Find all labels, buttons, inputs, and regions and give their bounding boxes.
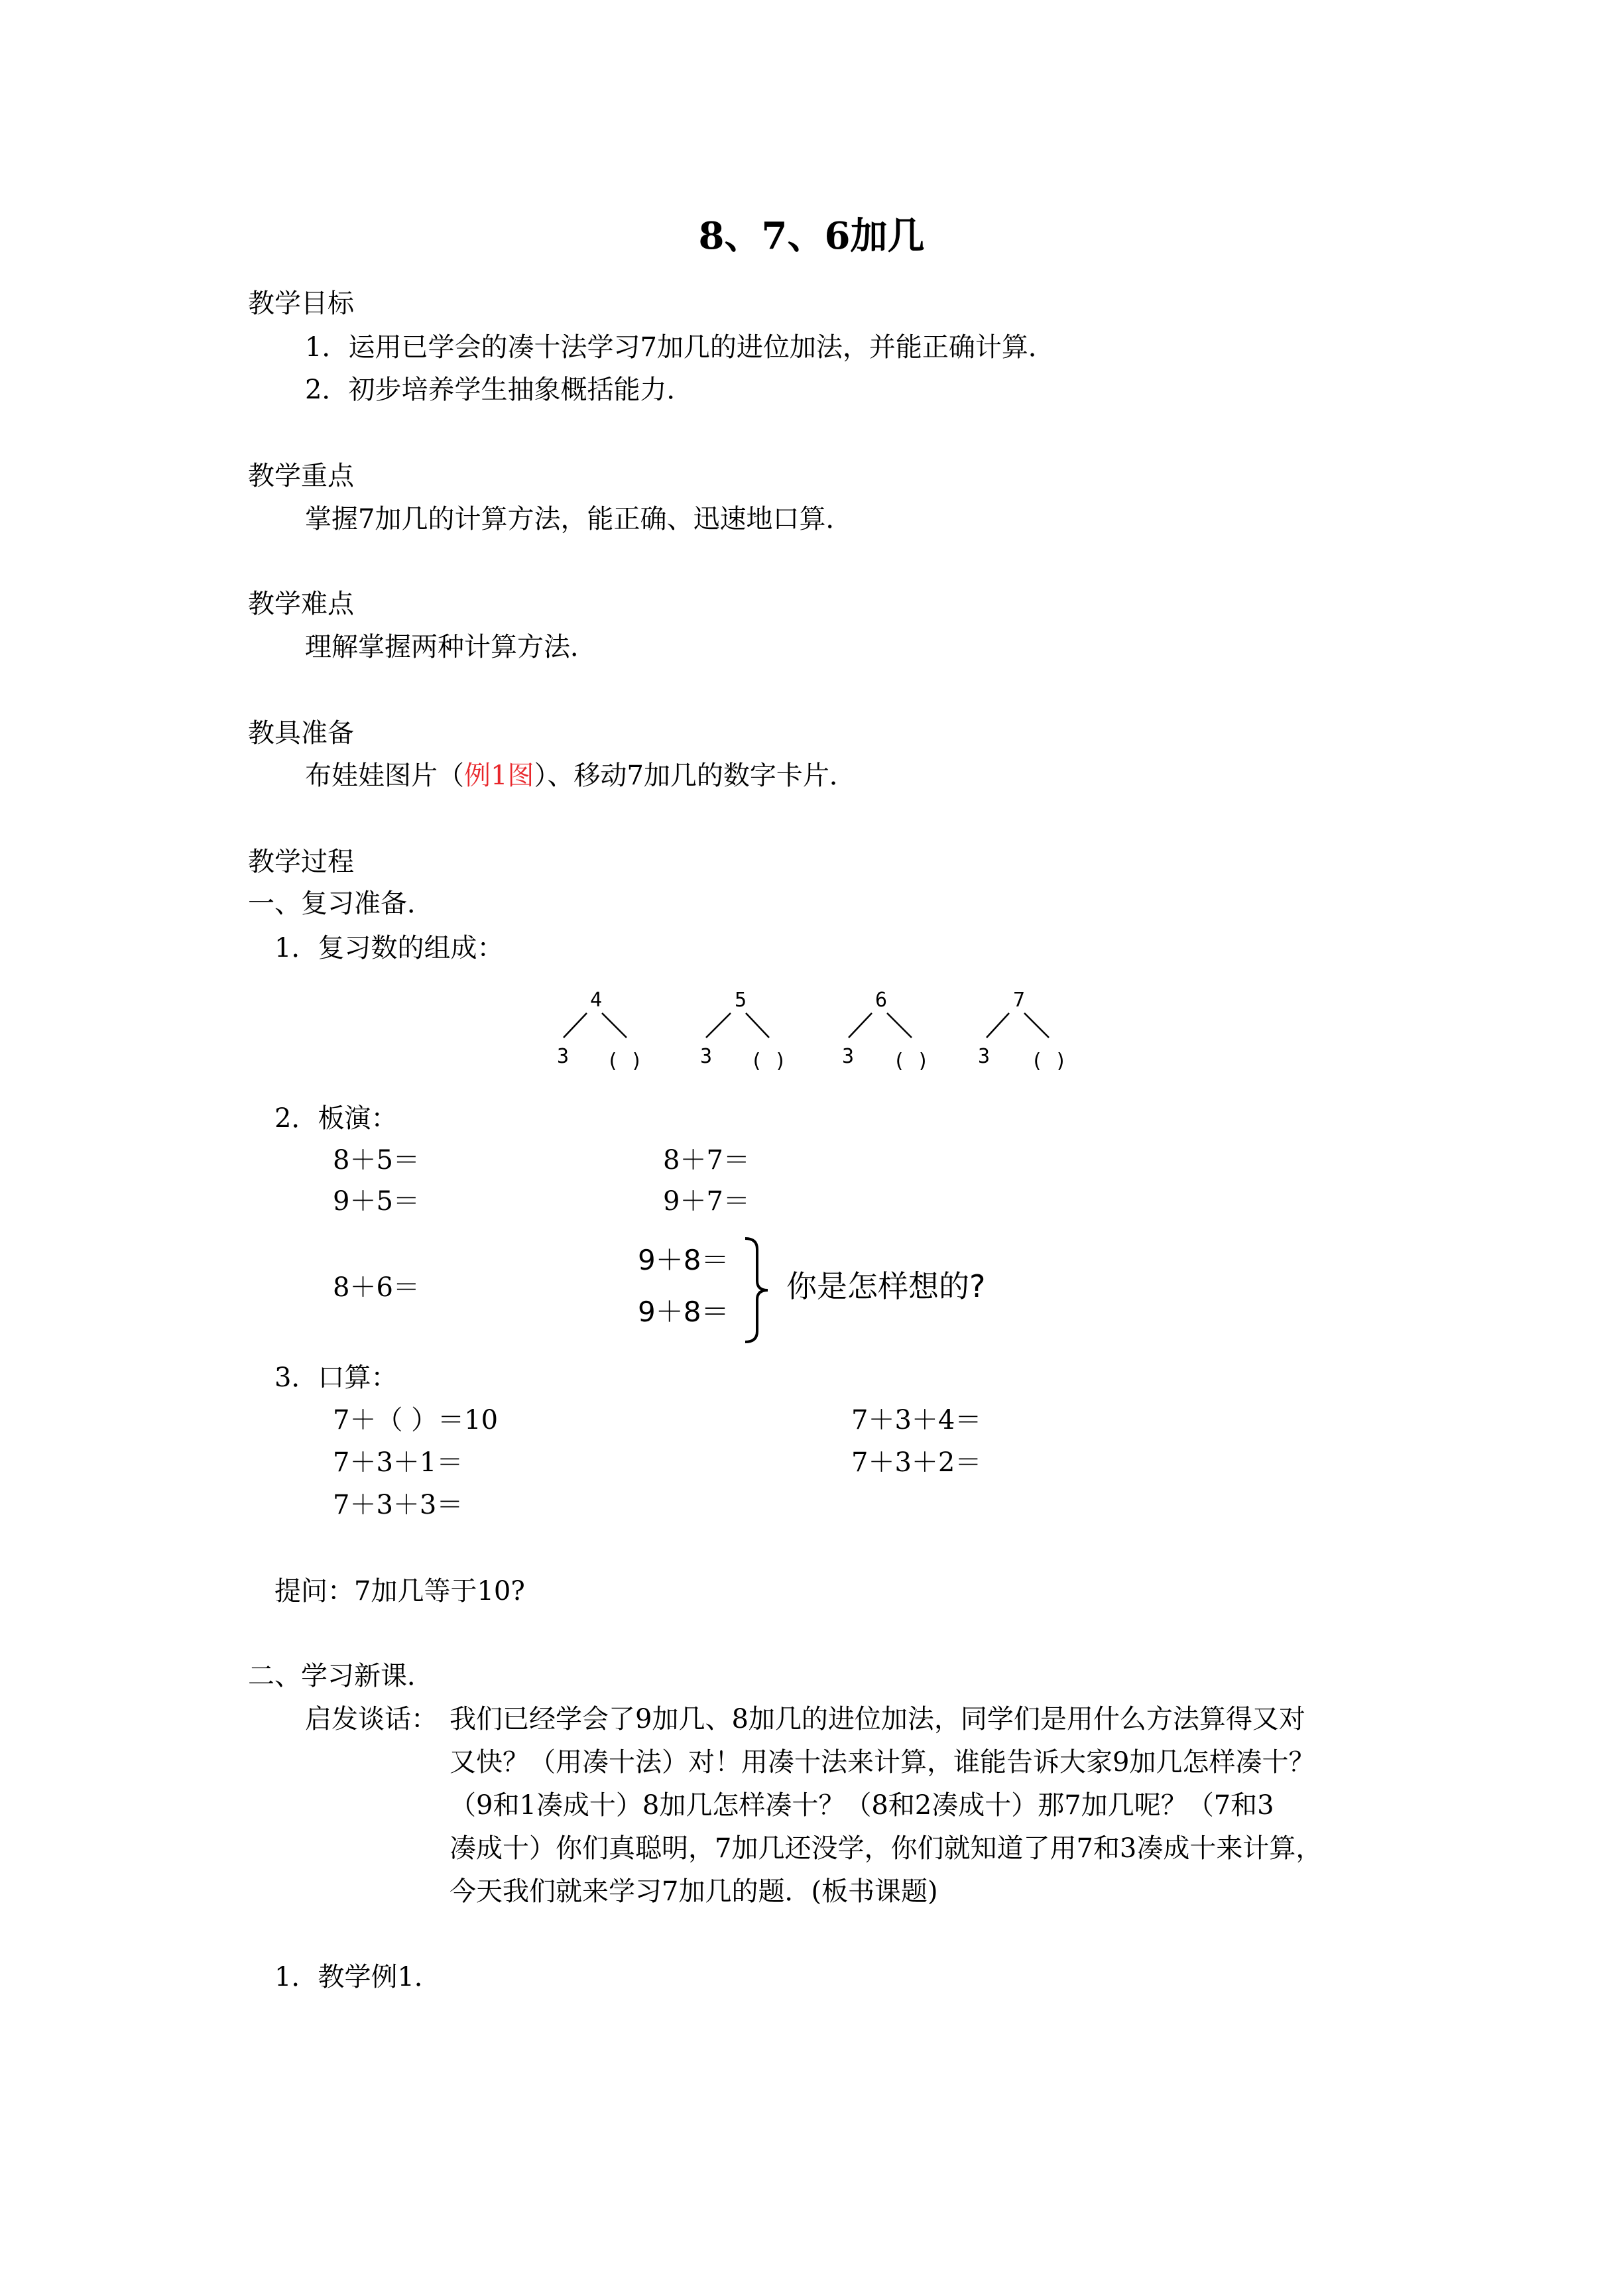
tree-top-number: 6 [875, 989, 888, 1012]
tree-branch-right [1024, 1013, 1049, 1038]
composition-tree [700, 989, 786, 1073]
tree-blank: ( ) [893, 1050, 930, 1073]
part1-heading: 一、复习准备． [248, 888, 434, 919]
oral-equation: 7＋（ ）＝10 [333, 1405, 499, 1435]
tree-left-number: 3 [557, 1045, 570, 1068]
intro-line: 今天我们就来学习7加几的题．(板书课题) [450, 1876, 938, 1907]
page-title: 8、7、6加几 [698, 214, 925, 258]
oral-equation: 7＋3＋2＝ [851, 1447, 982, 1478]
composition-tree [557, 989, 642, 1073]
oral-equation: 7＋3＋3＝ [333, 1490, 463, 1520]
oral-label: 3．口算： [274, 1362, 398, 1393]
brace-equation: 9＋8＝ [638, 1244, 729, 1276]
key-points-heading: 教学重点 [248, 461, 354, 491]
key-points-text: 掌握7加几的计算方法，能正确、迅速地口算． [305, 504, 853, 534]
tree-left-number: 3 [842, 1045, 855, 1068]
oral-equation: 7＋3＋1＝ [333, 1447, 463, 1478]
tree-branch-right [746, 1013, 769, 1038]
tree-left-number: 3 [978, 1045, 991, 1068]
example-heading: 1．教学例1． [274, 1962, 441, 1992]
tree-top-number: 7 [1013, 989, 1026, 1012]
question-text: 提问：7加几等于10? [274, 1576, 525, 1606]
tree-blank: ( ) [751, 1050, 787, 1073]
composition-tree [842, 989, 929, 1073]
tree-top-number: 5 [735, 989, 747, 1012]
materials-text-after: ）、移动7加几的数字卡片． [534, 760, 856, 791]
oral-equation: 7＋3＋4＝ [851, 1405, 982, 1435]
tree-left-number: 3 [700, 1045, 713, 1068]
materials-heading: 教具准备 [248, 718, 354, 749]
tree-branch-right [887, 1013, 912, 1038]
tree-branch-left [706, 1013, 731, 1038]
board-equation: 9＋7＝ [663, 1186, 750, 1217]
review-label: 1．复习数的组成： [274, 933, 504, 963]
tree-top-number: 4 [590, 989, 603, 1012]
number-composition-trees [544, 981, 1087, 1081]
intro-label: 启发谈话： [305, 1704, 438, 1734]
right-brace [741, 1235, 774, 1347]
objective-item: 2．初步培养学生抽象概括能力． [305, 375, 693, 405]
tree-branch-right [602, 1013, 627, 1038]
brace-note: 你是怎样想的? [786, 1268, 986, 1304]
board-equation: 8＋6＝ [333, 1272, 420, 1303]
intro-line: 凑成十）你们真聪明，7加几还没学，你们就知道了用7和3凑成十来计算， [450, 1833, 1323, 1864]
objectives-heading: 教学目标 [248, 288, 354, 319]
tree-blank: ( ) [607, 1050, 643, 1073]
process-heading: 教学过程 [248, 847, 354, 877]
composition-tree [978, 989, 1067, 1073]
example-1-figure-link[interactable]: 例1图 [464, 760, 534, 791]
tree-branch-left [564, 1013, 587, 1038]
tree-blank: ( ) [1031, 1050, 1067, 1073]
objective-item: 1．运用已学会的凑十法学习7加几的进位加法，并能正确计算． [305, 332, 1055, 363]
board-equation: 8＋7＝ [663, 1145, 750, 1176]
tree-branch-left [849, 1013, 872, 1038]
difficulty-text: 理解掌握两种计算方法． [305, 632, 597, 662]
board-label: 2．板演： [274, 1103, 398, 1134]
materials-text-before: 布娃娃图片（ [305, 760, 464, 791]
board-equation: 9＋5＝ [333, 1186, 420, 1217]
tree-branch-left [987, 1013, 1009, 1038]
part2-heading: 二、学习新课． [248, 1661, 434, 1691]
difficulty-heading: 教学难点 [248, 589, 354, 619]
brace-equation: 9＋8＝ [638, 1296, 729, 1328]
intro-line: （9和1凑成十）8加几怎样凑十？（8和2凑成十）那7加几呢？（7和3 [450, 1790, 1274, 1821]
materials-text [305, 762, 856, 789]
intro-line: 我们已经学会了9加几、8加几的进位加法，同学们是用什么方法算得又对 [450, 1704, 1305, 1734]
intro-line: 又快？（用凑十法）对！用凑十法来计算，谁能告诉大家9加几怎样凑十？ [450, 1747, 1315, 1778]
board-equation: 8＋5＝ [333, 1145, 420, 1176]
